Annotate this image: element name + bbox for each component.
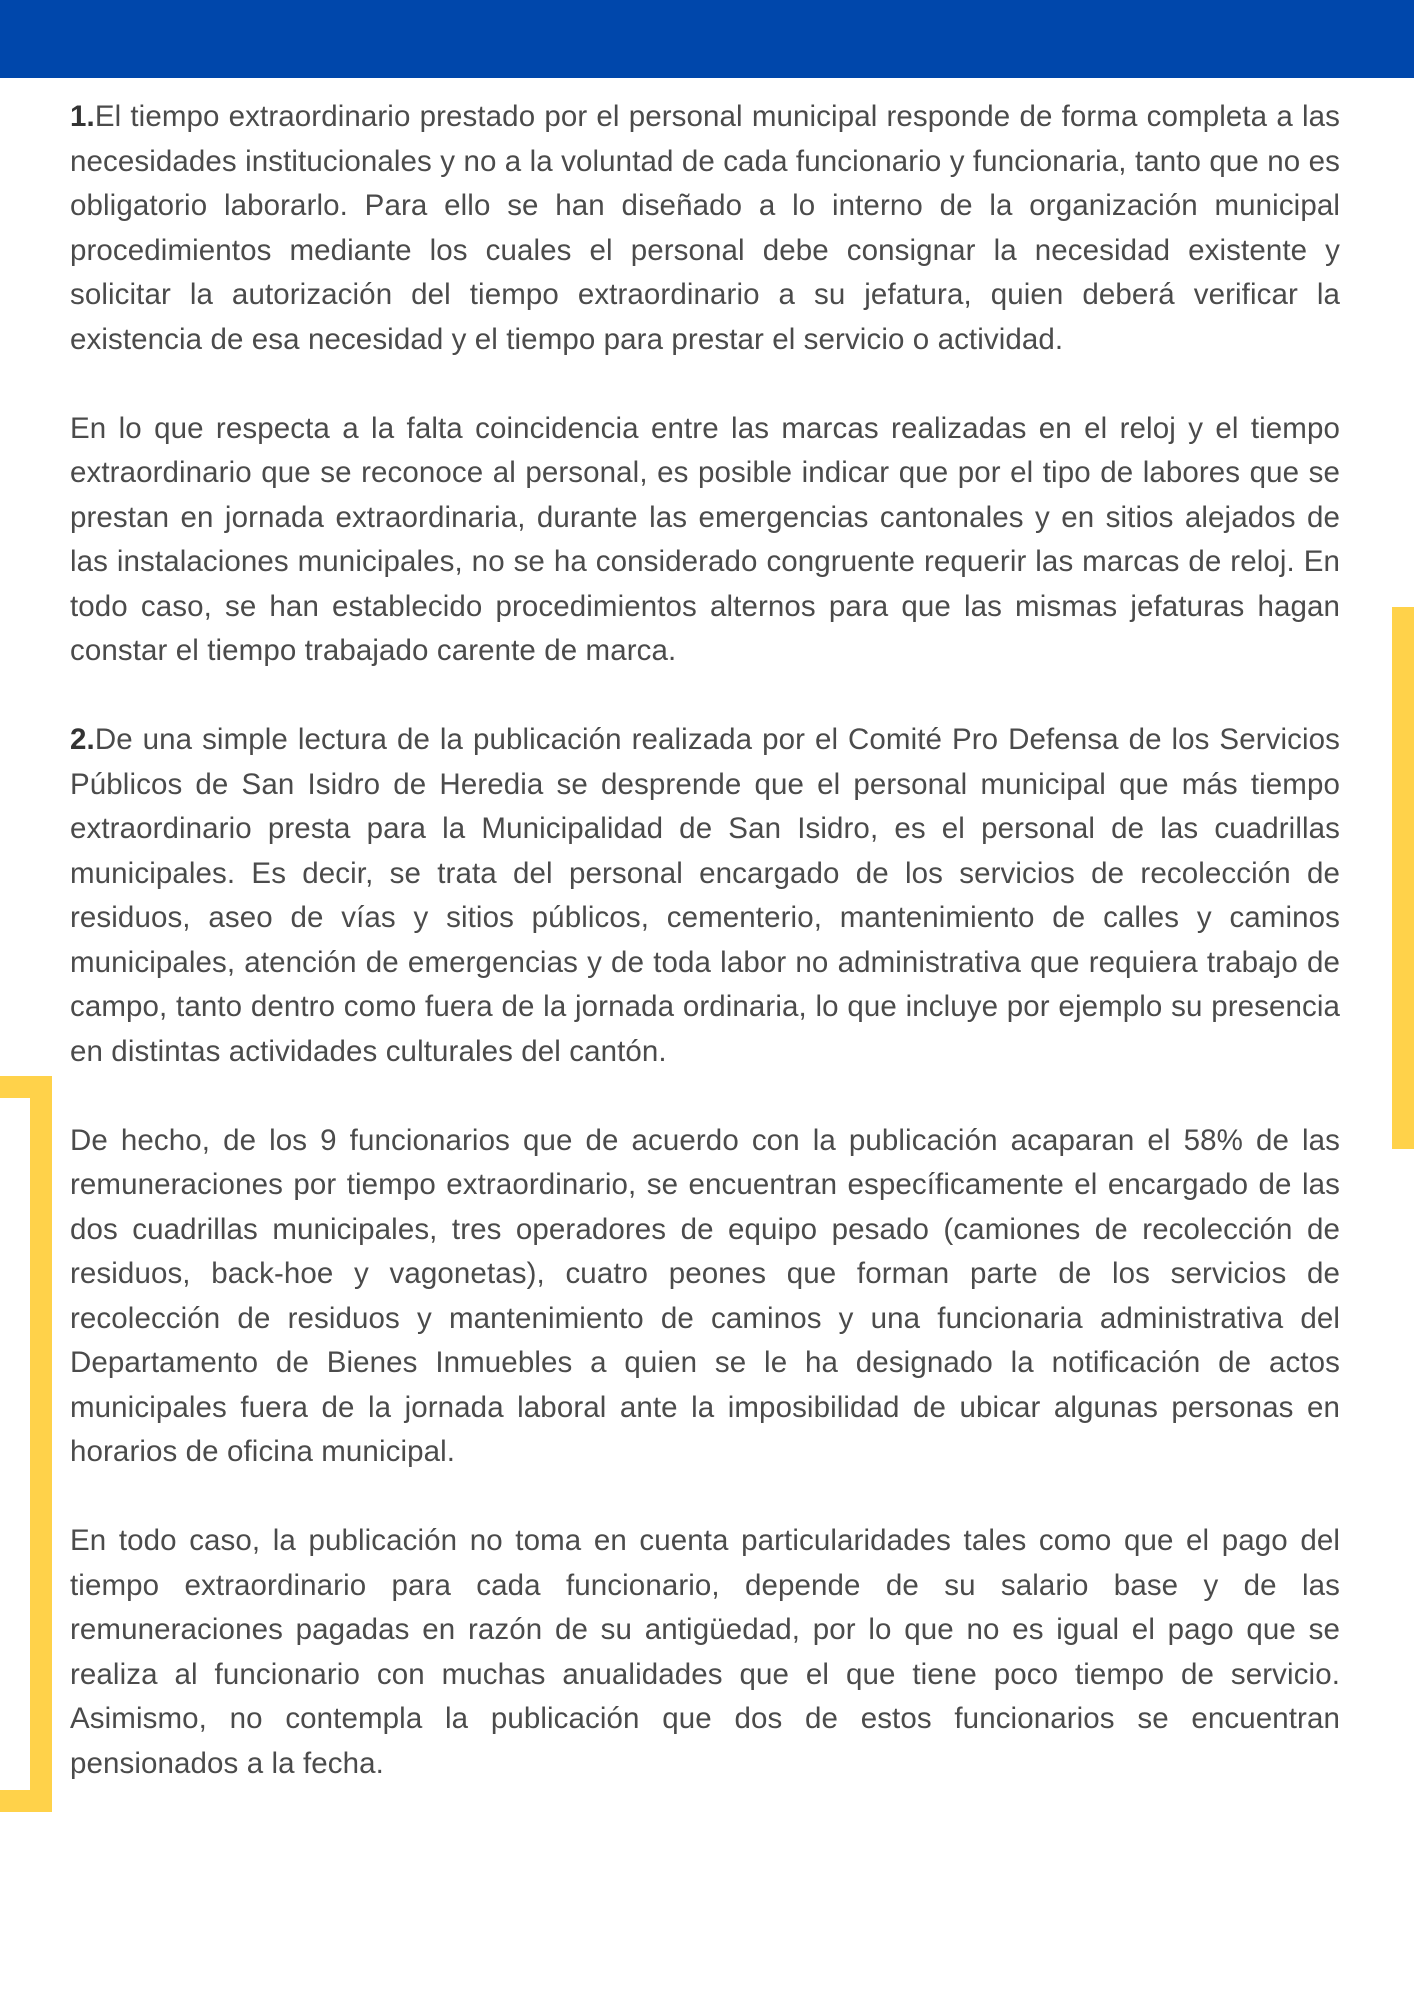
paragraph-1 xyxy=(70,95,1340,362)
paragraph-text: De una simple lectura de la publicación realizada por el Comité Pro Defensa de los Servicios Públicos de San Isidro de Heredia se desprende que el personal municipal que más tiempo extraordinario presta para la Municipalidad de San Isidro, es el personal de las cuadrillas municipales. Es decir, se trata del personal encargado de los servicios de recolección de residuos, aseo de vías y sitios públicos, cementerio, mantenimiento de calles y caminos municipales, atención de emergencias y de toda labor no administrativa que requiera trabajo de campo, tanto dentro como fuera de la jornada ordinaria, lo que incluye por ejemplo su presencia en distintas actividades culturales del cantón. xyxy=(70,723,1340,1068)
paragraph-text: De hecho, de los 9 funcionarios que de acuerdo con la publicación acaparan el 58% de las remuneraciones por tiempo extraordinario, se encuentran específicamente el encargado de las dos cuadrillas municipales, tres operadores de equipo pesado (camiones de recolección de residuos, back-hoe y vagonetas), cuatro peones que forman parte de los servicios de recolección de residuos y mantenimiento de caminos y una funcionaria administrativa del Departamento de Bienes Inmuebles a quien se le ha designado la notificación de actos municipales fuera de la jornada laboral ante la imposibilidad de ubicar algunas personas en horarios de oficina municipal. xyxy=(70,1123,1340,1468)
paragraph-text: El tiempo extraordinario prestado por el personal municipal responde de forma completa a las necesidades institucionales y no a la voluntad de cada funcionario y funcionaria, tanto que no es obligatorio laborarlo. Para ello se han diseñado a lo interno de la organización municipal procedimientos mediante los cuales el personal debe consignar la necesidad existente y solicitar la autorización del tiempo extraordinario a su jefatura, quien deberá verificar la existencia de esa necesidad y el tiempo para prestar el servicio o actividad. xyxy=(70,100,1340,356)
paragraph-number: 1. xyxy=(70,100,95,133)
paragraph-2 xyxy=(70,407,1340,674)
paragraph-text: En todo caso, la publicación no toma en cuenta particularidades tales como que el pago del tiempo extraordinario para cada funcionario, depende de su salario base y de las remuneraciones pagadas en razón de su antigüedad, por lo que no es igual el pago que se realiza al funcionario con muchas anualidades que el que tiene poco tiempo de servicio. Asimismo, no contempla la publicación que dos de estos funcionarios se encuentran pensionados a la fecha. xyxy=(70,1524,1340,1780)
right-bracket-decoration xyxy=(1392,607,1414,1149)
paragraph-number: 2. xyxy=(70,723,95,756)
paragraph-5 xyxy=(70,1519,1340,1786)
document-body xyxy=(70,95,1340,1831)
paragraph-text: En lo que respecta a la falta coincidencia entre las marcas realizadas en el reloj y el tiempo extraordinario que se reconoce al personal, es posible indicar que por el tipo de labores que se prestan en jornada extraordinaria, durante las emergencias cantonales y en sitios alejados de las instalaciones municipales, no se ha considerado congruente requerir las marcas de reloj. En todo caso, se han establecido procedimientos alternos para que las mismas jefaturas hagan constar el tiempo trabajado carente de marca. xyxy=(70,411,1340,667)
left-bracket-decoration xyxy=(0,1076,52,1812)
paragraph-3 xyxy=(70,718,1340,1074)
top-header-bar xyxy=(0,0,1414,78)
paragraph-4 xyxy=(70,1119,1340,1475)
